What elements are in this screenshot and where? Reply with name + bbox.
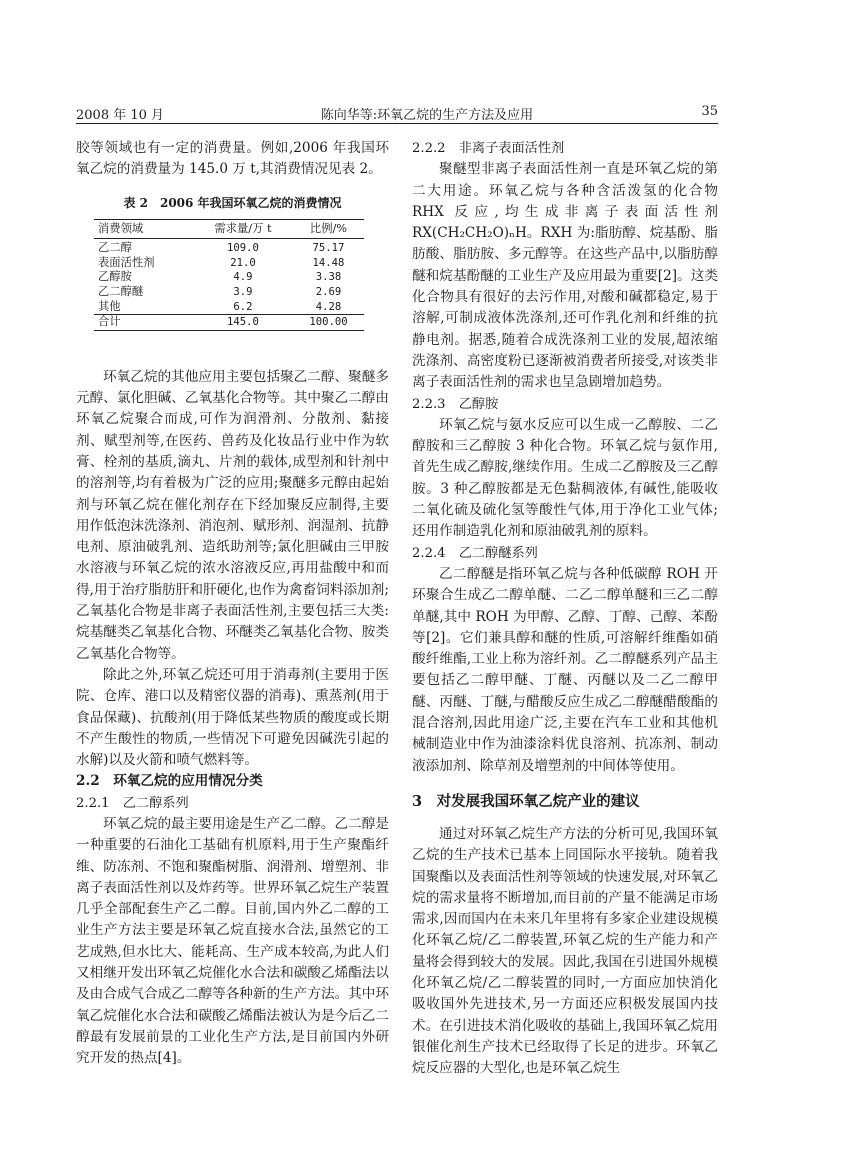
table-spacer: [76, 331, 389, 367]
ethanolamine-paragraph: 环氧乙烷与氨水反应可以生成一乙醇胺、二乙醇胺和三乙醇胺 3 种化合物。环氧乙烷与氨作用,首先生成乙醇胺,继续作用。生成二乙醇胺及三乙醇胺。3 种乙醇胺都是无色黏稠液体,有碱性,能吸收二氧化硫及硫化氢等酸性气体,用于净化工业气体;还用作制造乳化剂和原油破乳剂的原料。: [412, 416, 718, 540]
surfactant-paragraph: 聚醚型非离子表面活性剂一直是环氧乙烷的第二大用途。环氧乙烷与各种含活泼氢的化合物 RHX 反应,均生成非离子表面活性剂 RX(CH₂CH₂O)ₙH。RXH 为:脂肪醇、烷基酚、脂肪酸、脂肪胺、多元醇等。在这些产品中,以脂肪醇醚和烷基酚醚的工业生产及应用最为重要[2]。这类化合物具有很好的去污作用,对酸和碱都稳定,易于溶解,可制成液体洗涤剂,还可作乳化剂和纤维的抗静电剂。据悉,随着合成洗涤剂工业的发展,超浓缩洗涤剂、高密度粉已逐渐被消费者所接受,对该类非离子表面活性剂的需求也呈急剧增加趋势。: [412, 161, 718, 391]
running-title: 陈向华等:环氧乙烷的生产方法及应用: [320, 108, 534, 123]
cell-demand: 6.2: [233, 300, 253, 313]
left-column: [76, 138, 389, 1070]
section-heading-3: 3 对发展我国环氧乙烷产业的建议: [412, 792, 640, 810]
section-heading-2-2-4: 2.2.4 乙二醇醚系列: [412, 545, 538, 561]
cell-field: 表面活性剂: [98, 255, 155, 269]
cell-field: 乙二醇: [98, 241, 132, 255]
header-date: 2008 年 10 月: [76, 108, 165, 123]
glycol-ether-paragraph: 乙二醇醚是指环氧乙烷与各种低碳醇 ROH 开环聚合生成乙二醇单醚、二乙二醇单醚和三乙二醇单醚,其中 ROH 为甲醇、乙醇、丁醇、己醇、苯酚等[2]。它们兼具醇和醚的性质,可溶解纤维酯如硝酸纤维酯,工业上称为溶纤剂。乙二醇醚系列产品主要包括乙二醇甲醚、丁醚、丙醚以及二乙二醇甲醚、丙醚、丁醚,与醋酸反应生成乙二醇醚醋酸酯的混合溶剂,因此用途广泛,主要在汽车工业和其他机械制造业中作为油漆涂料优良溶剂、抗冻剂、制动液添加剂、除草剂及增塑剂的中间体等使用。: [412, 565, 718, 774]
header-rule: [76, 123, 718, 124]
table-row: [94, 300, 364, 315]
cell-field: 乙二醇醚: [98, 284, 144, 298]
section-heading-2-2-1: 2.2.1 乙二醇系列: [76, 795, 189, 811]
other-applications-paragraph: 环氧乙烷的其他应用主要包括聚乙二醇、聚醚多元醇、氯化胆碱、乙氧基化合物等。其中聚乙二醇由环氧乙烷聚合而成,可作为润滑剂、分散剂、黏接剂、赋型剂等,在医药、兽药及化妆品行业中作为软膏、栓剂的基质,滴丸、片剂的载体,成型剂和针剂中的溶剂等,均有着极为广泛的应用;聚醚多元醇由起始剂与环氧乙烷在催化剂存在下经加聚反应制得,主要用作低泡沫洗涤剂、消泡剂、赋形剂、润湿剂、抗静电剂、原油破乳剂、造纸助剂等;氯化胆碱由三甲胺水溶液与环氧乙烷的浓水溶液反应,再用盐酸中和而得,用于治疗脂肪肝和肝硬化,也作为禽畜饲料添加剂;乙氧基化合物是非离子表面活性剂,主要包括三大类:烷基醚类乙氧基化合物、环醚类乙氧基化合物、胺类乙氧基化合物等。: [76, 368, 389, 662]
table-caption: 表 2 2006 年我国环氧乙烷的消费情况: [123, 195, 342, 210]
table-row: [94, 270, 364, 285]
col-header-ratio: 比例/%: [309, 221, 348, 235]
section-heading-2-2-2: 2.2.2 非离子表面活性剂: [412, 141, 565, 156]
section-heading-2-2-3: 2.2.3 乙醇胺: [412, 396, 499, 412]
disinfectant-paragraph: 除此之外,环氧乙烷还可用于消毒剂(主要用于医院、仓库、港口以及精密仪器的消毒)、熏蒸剂(用于食品保藏)、抗酸剂(用于降低某些物质的酸度或长期不产生酸性的物质,一些情况下可避免因碱洗引起的水解)以及火箭和喷气燃料等。: [76, 666, 389, 769]
cell-demand: 3.9: [233, 285, 253, 298]
glycol-paragraph: 环氧乙烷的最主要用途是生产乙二醇。乙二醇是一种重要的石油化工基础有机原料,用于生产聚酯纤维、防冻剂、不饱和聚酯树脂、润滑剂、增塑剂、非离子表面活性剂以及炸药等。世界环氧乙烷生产装置几乎全部配套生产乙二醇。目前,国内外乙二醇的工业生产方法主要是环氧乙烷直接水合法,虽然它的工艺成熟,但水比大、能耗高、生产成本较高,为此人们又相继开发出环氧乙烷催化水合法和碳酸乙烯酯法以及由合成气合成乙二醇等各种新的生产方法。其中环氧乙烷催化水合法和碳酸乙烯酯法被认为是今后乙二醇最有发展前景的工业化生产方法,是目前国内外研究开发的热点[4]。: [76, 815, 389, 1067]
table-row: [94, 239, 364, 256]
cell-ratio: 14.48: [312, 256, 345, 269]
suggestion-paragraph: 通过对环氧乙烷生产方法的分析可见,我国环氧乙烷的生产技术已基本上同国际水平接轨。随着我国聚酯以及表面活性剂等领域的快速发展,对环氧乙烷的需求量将不断增加,而目前的产量不能满足市场需求,因而国内在未来几年里将有多家企业建设规模化环氧乙烷/乙二醇装置,环氧乙烷的生产能力和产量将会得到较大的发展。因此,我国在引进国外规模化环氧乙烷/乙二醇装置的同时,一方面应加快消化吸收国外先进技术,另一方面还应积极发展国内技术。在引进技术消化吸收的基础上,我国环氧乙烷用银催化剂生产技术已经取得了长足的进步。环氧乙烷反应器的大型化,也是环氧乙烷生: [412, 825, 718, 1077]
col-header-field: 消费领域: [98, 221, 144, 235]
cell-total-demand: 145.0: [227, 316, 259, 329]
section-heading-2-2: 2.2 环氧乙烷的应用情况分类: [76, 773, 263, 790]
cell-ratio: 2.69: [315, 285, 342, 298]
cell-ratio: 3.38: [315, 271, 342, 284]
intro-paragraph: 胶等领域也有一定的消费量。例如,2006 年我国环氧乙烷的消费量为 145.0 万 t,其消费情况见表 2。: [76, 140, 389, 178]
cell-demand: 109.0: [227, 242, 259, 255]
table-row: [94, 285, 364, 300]
consumption-table: [94, 219, 364, 331]
cell-demand: 4.9: [233, 271, 253, 284]
right-column: [412, 138, 718, 1079]
page-number: 35: [701, 104, 718, 119]
cell-field: 其他: [98, 299, 121, 313]
table-header-row: [94, 219, 364, 239]
col-header-demand: 需求量/万 t: [214, 221, 272, 235]
table-total-row: [94, 315, 364, 331]
table-row: [94, 256, 364, 271]
cell-ratio: 4.28: [315, 300, 342, 313]
cell-total-label: 合计: [98, 315, 121, 329]
cell-demand: 21.0: [230, 256, 256, 269]
cell-ratio: 75.17: [312, 242, 345, 255]
cell-field: 乙醇胺: [98, 270, 132, 284]
cell-total-ratio: 100.00: [309, 316, 348, 329]
